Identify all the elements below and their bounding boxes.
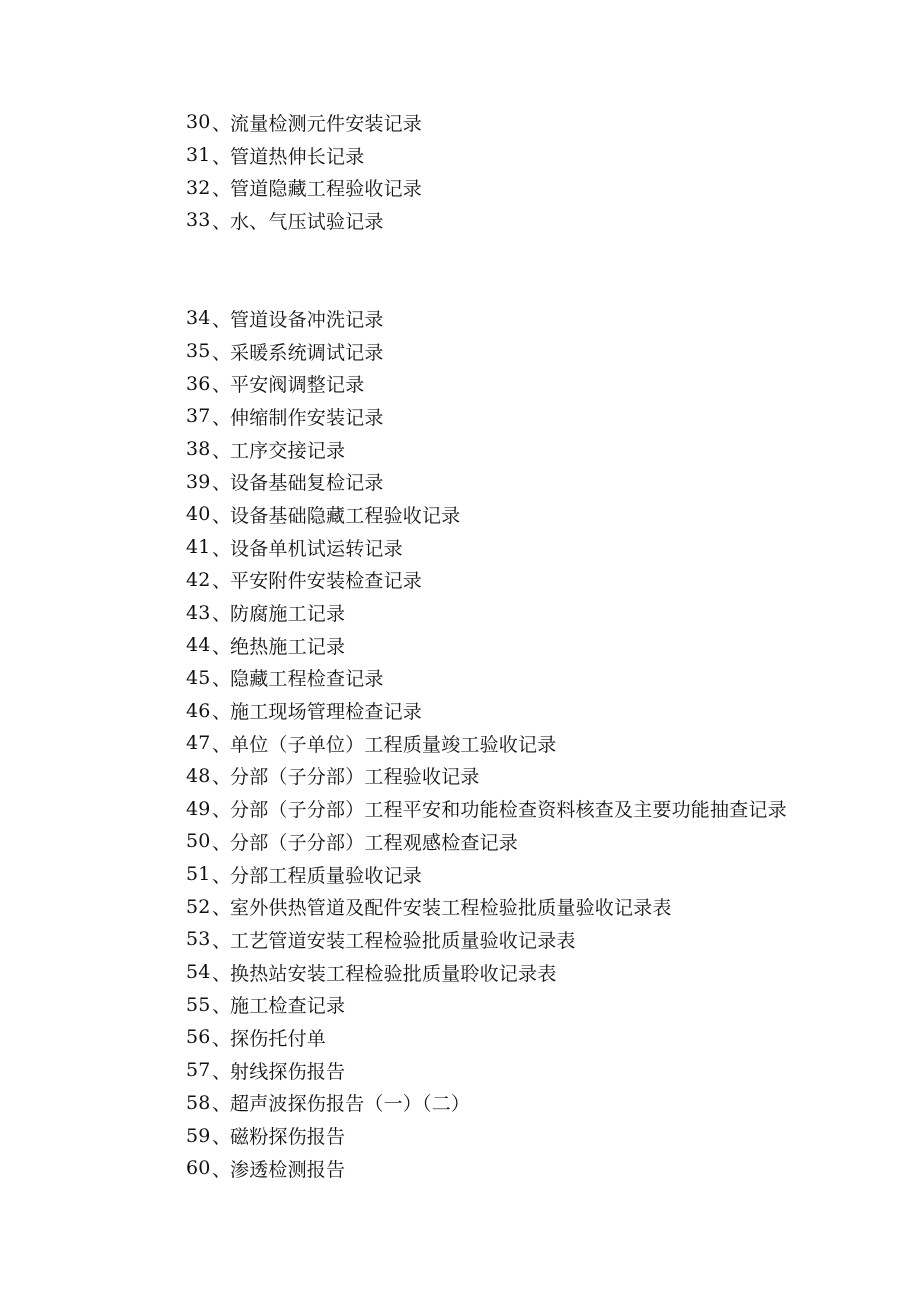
item-separator: 、	[212, 962, 232, 985]
item-title: 换热站安装工程检验批质量聆收记录表	[230, 962, 557, 985]
item-title: 磁粉探伤报告	[230, 1126, 346, 1149]
item-separator: 、	[212, 1027, 232, 1050]
item-separator: 、	[212, 831, 232, 854]
list-item	[186, 367, 787, 400]
item-title: 平安阀调整记录	[230, 374, 365, 397]
item-separator: 、	[212, 1126, 232, 1149]
item-title: 分部（子分部）工程验收记录	[230, 766, 480, 789]
item-title: 分部工程质量验收记录	[230, 864, 423, 887]
item-number: 51	[186, 863, 211, 886]
item-number: 53	[186, 928, 211, 951]
item-number: 34	[186, 307, 211, 330]
item-title: 工序交接记录	[230, 439, 346, 462]
item-title: 工艺管道安装工程检验批质量验收记录表	[230, 929, 576, 952]
item-number: 30	[186, 111, 211, 134]
item-number: 47	[186, 732, 211, 755]
list-item	[186, 106, 422, 139]
item-separator: 、	[212, 668, 232, 691]
item-number: 56	[186, 1026, 211, 1049]
list-item	[186, 433, 787, 466]
item-number: 59	[186, 1124, 211, 1147]
list-item	[186, 923, 787, 956]
list-item	[186, 1087, 787, 1120]
item-title: 施工现场管理检查记录	[230, 701, 423, 724]
item-number: 46	[186, 699, 211, 722]
list-item	[186, 302, 787, 335]
item-number: 39	[186, 470, 211, 493]
item-separator: 、	[212, 603, 232, 626]
item-title: 防腐施工记录	[230, 603, 346, 626]
item-separator: 、	[212, 178, 232, 201]
list-item	[186, 694, 787, 727]
item-title: 管道热伸长记录	[230, 145, 365, 168]
item-number: 57	[186, 1059, 211, 1082]
list-item	[186, 662, 787, 695]
item-separator: 、	[212, 439, 232, 462]
item-number: 60	[186, 1157, 211, 1180]
item-number: 32	[186, 176, 211, 199]
item-title: 设备单机试运转记录	[230, 537, 403, 560]
item-title: 单位（子单位）工程质量竣工验收记录	[230, 733, 557, 756]
item-separator: 、	[212, 1060, 232, 1083]
item-number: 48	[186, 764, 211, 787]
item-number: 54	[186, 961, 211, 984]
list-item	[186, 890, 787, 923]
list-item	[186, 825, 787, 858]
list-item	[186, 531, 787, 564]
item-separator: 、	[212, 210, 232, 233]
item-number: 33	[186, 209, 211, 232]
item-number: 31	[186, 144, 211, 167]
item-separator: 、	[212, 799, 232, 822]
item-separator: 、	[212, 733, 232, 756]
record-list-part-2	[186, 302, 787, 1185]
item-separator: 、	[212, 341, 232, 364]
item-separator: 、	[212, 995, 232, 1018]
list-item	[186, 858, 787, 891]
item-number: 45	[186, 666, 211, 689]
list-item	[186, 956, 787, 989]
list-item	[186, 596, 787, 629]
list-item	[186, 171, 422, 204]
list-item	[186, 564, 787, 597]
item-title: 管道设备冲洗记录	[230, 308, 384, 331]
item-number: 38	[186, 438, 211, 461]
item-number: 44	[186, 634, 211, 657]
item-separator: 、	[212, 374, 232, 397]
item-separator: 、	[212, 145, 232, 168]
list-item	[186, 727, 787, 760]
list-item	[186, 335, 787, 368]
item-title: 水、气压试验记录	[230, 210, 384, 233]
item-number: 43	[186, 601, 211, 624]
item-separator: 、	[212, 472, 232, 495]
item-number: 41	[186, 536, 211, 559]
item-separator: 、	[212, 897, 232, 920]
item-number: 36	[186, 372, 211, 395]
item-title: 流量检测元件安装记录	[230, 112, 423, 135]
item-title: 探伤托付单	[230, 1027, 327, 1050]
list-item	[186, 204, 422, 237]
item-separator: 、	[212, 766, 232, 789]
item-separator: 、	[212, 1093, 232, 1116]
item-separator: 、	[212, 112, 232, 135]
item-number: 49	[186, 797, 211, 820]
list-item	[186, 1021, 787, 1054]
item-number: 40	[186, 503, 211, 526]
item-title: 管道隐藏工程验收记录	[230, 178, 423, 201]
item-number: 50	[186, 830, 211, 853]
item-title: 超声波探伤报告（一）（二）	[230, 1093, 471, 1116]
item-title: 平安附件安装检查记录	[230, 570, 423, 593]
item-title: 伸缩制作安装记录	[230, 406, 384, 429]
item-title: 渗透检测报告	[230, 1158, 346, 1181]
item-separator: 、	[212, 701, 232, 724]
item-number: 42	[186, 568, 211, 591]
item-title: 施工检查记录	[230, 995, 346, 1018]
item-separator: 、	[212, 308, 232, 331]
list-item	[186, 1119, 787, 1152]
item-title: 室外供热管道及配件安装工程检验批质量验收记录表	[230, 897, 672, 920]
item-separator: 、	[212, 864, 232, 887]
item-separator: 、	[212, 635, 232, 658]
record-list-part-1	[186, 106, 422, 237]
item-number: 58	[186, 1091, 211, 1114]
list-item	[186, 1054, 787, 1087]
item-title: 分部（子分部）工程平安和功能检查资料核查及主要功能抽查记录	[230, 799, 787, 822]
item-separator: 、	[212, 537, 232, 560]
item-title: 设备基础复检记录	[230, 472, 384, 495]
list-item	[186, 1152, 787, 1185]
list-item	[186, 760, 787, 793]
item-title: 设备基础隐藏工程验收记录	[230, 504, 461, 527]
item-separator: 、	[212, 504, 232, 527]
item-title: 绝热施工记录	[230, 635, 346, 658]
item-number: 55	[186, 993, 211, 1016]
list-item	[186, 400, 787, 433]
item-separator: 、	[212, 1158, 232, 1181]
list-item	[186, 498, 787, 531]
item-title: 隐藏工程检查记录	[230, 668, 384, 691]
list-item	[186, 139, 422, 172]
item-separator: 、	[212, 570, 232, 593]
item-number: 35	[186, 340, 211, 363]
list-item	[186, 465, 787, 498]
item-separator: 、	[212, 406, 232, 429]
list-item	[186, 629, 787, 662]
item-title: 采暖系统调试记录	[230, 341, 384, 364]
item-title: 射线探伤报告	[230, 1060, 346, 1083]
list-item	[186, 988, 787, 1021]
item-separator: 、	[212, 929, 232, 952]
item-number: 37	[186, 405, 211, 428]
list-item	[186, 792, 787, 825]
item-title: 分部（子分部）工程观感检查记录	[230, 831, 519, 854]
item-number: 52	[186, 895, 211, 918]
